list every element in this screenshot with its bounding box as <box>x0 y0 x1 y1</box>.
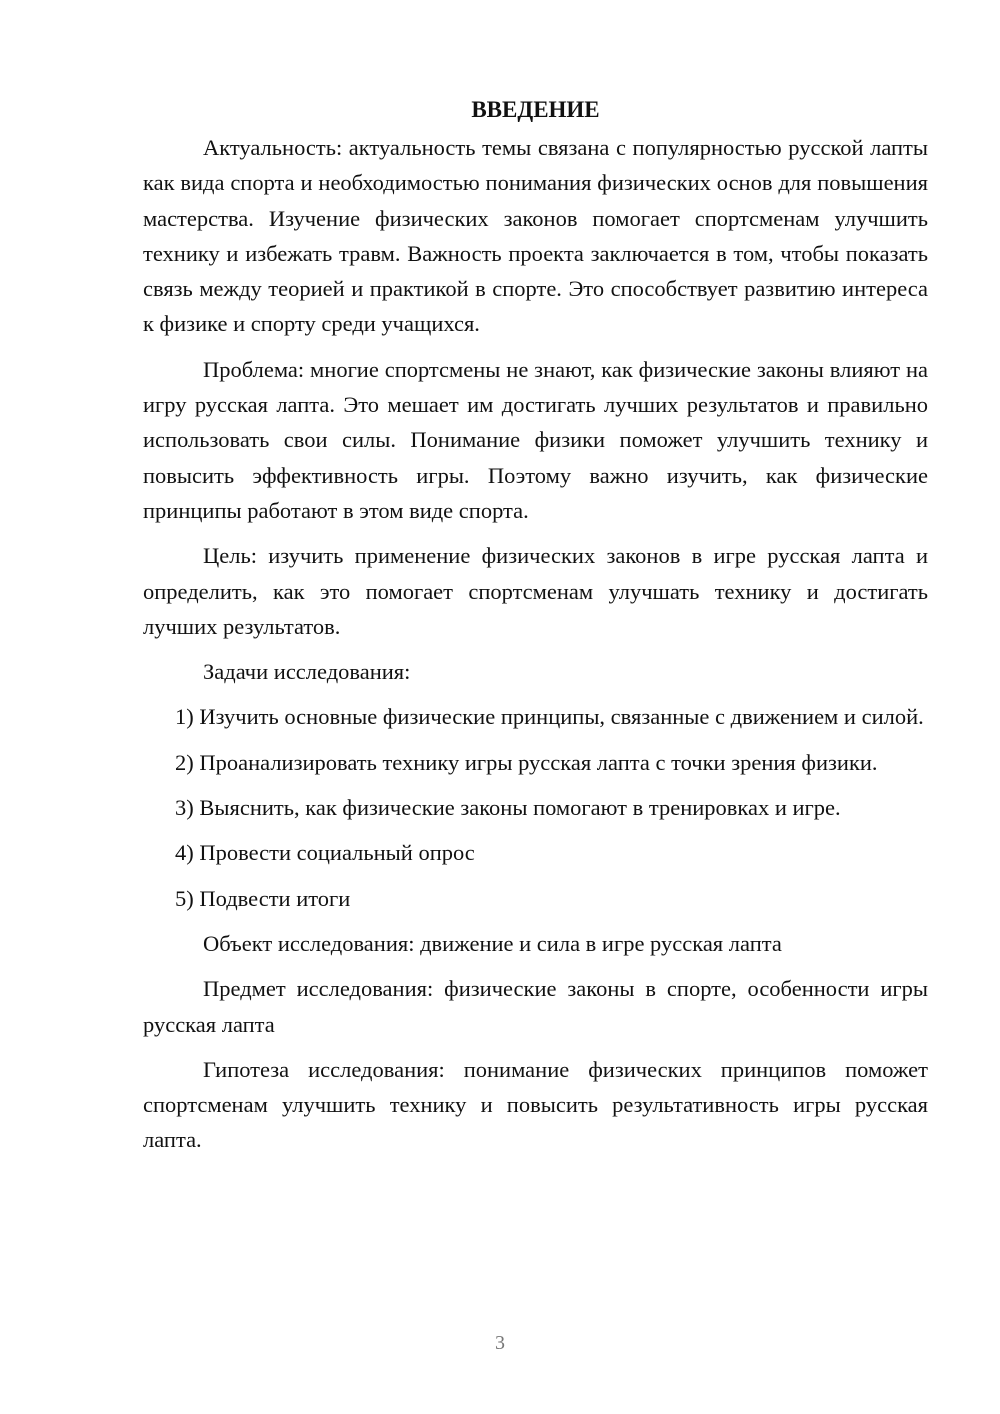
task-item-1: 1) Изучить основные физические принципы, связанные с движением и силой. <box>175 704 924 730</box>
subject-paragraph: Предмет исследования: физические законы в спорте, особенности игры русская лапта <box>143 976 928 1037</box>
problem-paragraph: Проблема: многие спортсмены не знают, как физические законы влияют на игру русская лапта. Это мешает им достигать лучших результатов и правильно использовать свои силы. Понимание физики поможет улучшить технику и повысить эффективность игры. Поэтому важно изучить, как физические принципы работают в этом виде спорта. <box>143 356 928 523</box>
document-page <box>143 92 928 1168</box>
goal-paragraph: Цель: изучить применение физических законов в игре русская лапта и определить, как это помогает спортсменам улучшать технику и достигать лучших результатов. <box>143 543 928 639</box>
hypothesis-paragraph: Гипотеза исследования: понимание физических принципов поможет спортсменам улучшить технику и повысить результативность игры русская лапта. <box>143 1056 928 1153</box>
task-item-4: 4) Провести социальный опрос <box>175 840 475 866</box>
task-item-5: 5) Подвести итоги <box>175 885 351 911</box>
object-paragraph: Объект исследования: движение и сила в игре русская лапта <box>203 930 782 956</box>
page-number: 3 <box>495 1332 505 1354</box>
tasks-heading: Задачи исследования: <box>203 659 411 685</box>
section-title: ВВЕДЕНИЕ <box>471 97 600 122</box>
task-item-2: 2) Проанализировать технику игры русская лапта с точки зрения физики. <box>175 749 878 775</box>
relevance-paragraph: Актуальность: актуальность темы связана с популярностью русской лапты как вида спорта и необходимостью понимания физических основ для повышения мастерства. Изучение физических законов помогает спортсменам улучшить технику и избежать травм. Важность проекта заключается в том, чтобы показать связь между теорией и практикой в спорте. Это способствует развитию интереса к физике и спорту среди учащихся. <box>143 135 928 337</box>
task-item-3: 3) Выяснить, как физические законы помогают в тренировках и игре. <box>175 795 841 821</box>
